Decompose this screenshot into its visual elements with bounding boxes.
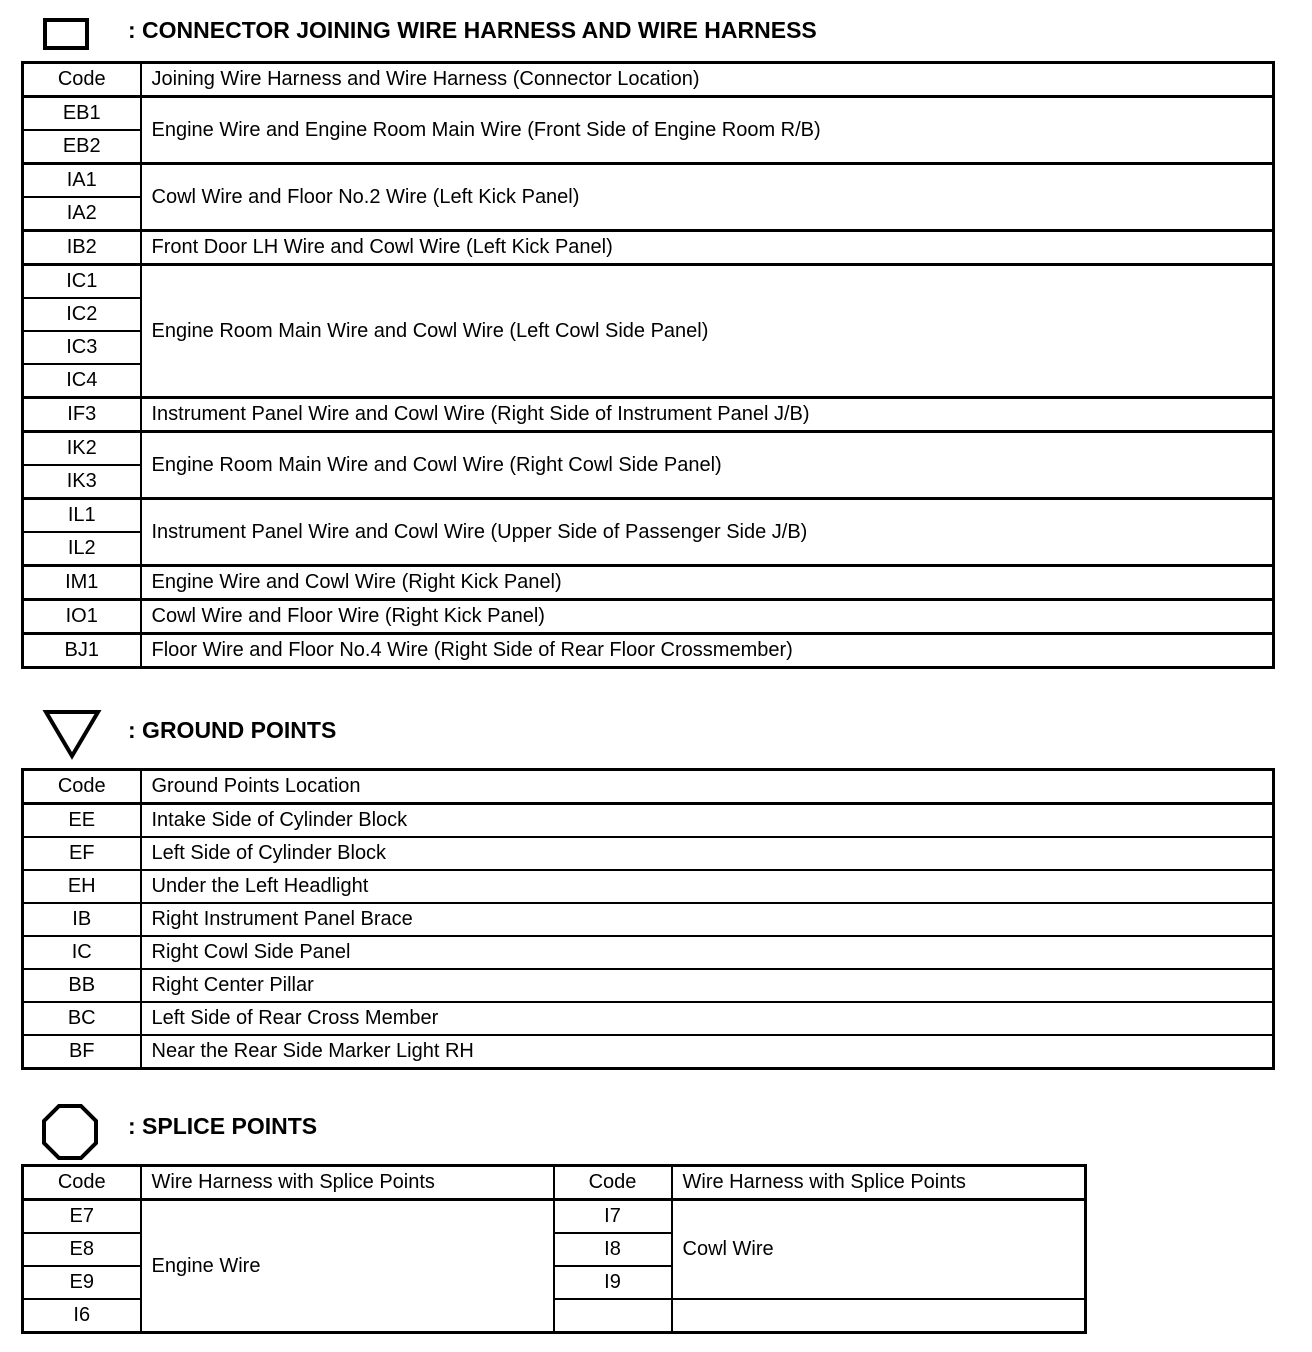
table-row	[23, 97, 1274, 131]
table-row	[23, 1200, 1086, 1234]
table-row	[23, 231, 1274, 265]
grounds-heading: : GROUND POINTS	[128, 717, 337, 743]
ground-code: IC	[23, 936, 141, 969]
splice-octagon-icon	[38, 1100, 102, 1164]
connector-location: Floor Wire and Floor No.4 Wire (Right Side of Rear Floor Crossmember)	[141, 634, 1274, 668]
table-row	[23, 1002, 1274, 1035]
table-row	[23, 566, 1274, 600]
connector-code: IL2	[23, 532, 141, 566]
ground-location: Under the Left Headlight	[141, 870, 1274, 903]
ground-triangle-icon	[40, 706, 104, 762]
table-row	[23, 804, 1274, 838]
connector-code: IA1	[23, 164, 141, 198]
splice-code-empty	[554, 1299, 672, 1333]
ground-code: BF	[23, 1035, 141, 1069]
ground-code: EF	[23, 837, 141, 870]
ground-code: IB	[23, 903, 141, 936]
connector-location: Front Door LH Wire and Cowl Wire (Left Kick Panel)	[141, 231, 1274, 265]
table-row	[23, 634, 1274, 668]
splice-code: I8	[554, 1233, 672, 1266]
connector-location: Engine Room Main Wire and Cowl Wire (Right Cowl Side Panel)	[141, 432, 1274, 499]
harness-header: Wire Harness with Splice Points	[141, 1166, 554, 1200]
code-header: Code	[23, 1166, 141, 1200]
splice-harness-empty	[672, 1299, 1086, 1333]
ground-location: Near the Rear Side Marker Light RH	[141, 1035, 1274, 1069]
connector-code: IK3	[23, 465, 141, 499]
connector-code: IA2	[23, 197, 141, 231]
connector-location: Cowl Wire and Floor No.2 Wire (Left Kick Panel)	[141, 164, 1274, 231]
table-row	[23, 265, 1274, 299]
ground-code: EH	[23, 870, 141, 903]
connector-code: IC1	[23, 265, 141, 299]
ground-location: Intake Side of Cylinder Block	[141, 804, 1274, 838]
location-header: Joining Wire Harness and Wire Harness (Connector Location)	[141, 63, 1274, 97]
ground-location: Right Cowl Side Panel	[141, 936, 1274, 969]
table-row	[23, 870, 1274, 903]
table-row	[23, 398, 1274, 432]
splice-code: E9	[23, 1266, 141, 1299]
table-header-row	[23, 770, 1274, 804]
splice-harness-cowl: Cowl Wire	[672, 1200, 1086, 1300]
connector-code: BJ1	[23, 634, 141, 668]
table-row	[23, 499, 1274, 533]
connector-code: EB1	[23, 97, 141, 131]
connector-location: Engine Room Main Wire and Cowl Wire (Left Cowl Side Panel)	[141, 265, 1274, 398]
location-header: Ground Points Location	[141, 770, 1274, 804]
ground-code: EE	[23, 804, 141, 838]
table-row	[23, 164, 1274, 198]
connector-code: IL1	[23, 499, 141, 533]
connector-location: Instrument Panel Wire and Cowl Wire (Upper Side of Passenger Side J/B)	[141, 499, 1274, 566]
connector-code: IO1	[23, 600, 141, 634]
ground-location: Left Side of Rear Cross Member	[141, 1002, 1274, 1035]
connector-location: Engine Wire and Engine Room Main Wire (Front Side of Engine Room R/B)	[141, 97, 1274, 164]
table-row	[23, 969, 1274, 1002]
splice-code: I6	[23, 1299, 141, 1333]
connectors-table	[21, 61, 1275, 669]
connector-location: Instrument Panel Wire and Cowl Wire (Right Side of Instrument Panel J/B)	[141, 398, 1274, 432]
connectors-heading: : CONNECTOR JOINING WIRE HARNESS AND WIRE HARNESS	[128, 17, 817, 43]
table-row	[23, 600, 1274, 634]
table-header-row	[23, 1166, 1086, 1200]
ground-location: Left Side of Cylinder Block	[141, 837, 1274, 870]
splice-harness-engine: Engine Wire	[141, 1200, 554, 1333]
table-row	[23, 936, 1274, 969]
grounds-table	[21, 768, 1275, 1070]
connector-location: Cowl Wire and Floor Wire (Right Kick Panel)	[141, 600, 1274, 634]
ground-code: BC	[23, 1002, 141, 1035]
splices-table	[21, 1164, 1087, 1334]
ground-code: BB	[23, 969, 141, 1002]
connector-square-icon	[40, 15, 92, 55]
connector-location: Engine Wire and Cowl Wire (Right Kick Panel)	[141, 566, 1274, 600]
connector-code: EB2	[23, 130, 141, 164]
table-row	[23, 903, 1274, 936]
splice-code: I9	[554, 1266, 672, 1299]
table-row	[23, 432, 1274, 466]
code-header: Code	[23, 63, 141, 97]
connector-code: IB2	[23, 231, 141, 265]
connector-code: IK2	[23, 432, 141, 466]
code-header: Code	[554, 1166, 672, 1200]
splice-code: E8	[23, 1233, 141, 1266]
table-row	[23, 1035, 1274, 1069]
table-row	[23, 837, 1274, 870]
connector-code: IM1	[23, 566, 141, 600]
connector-code: IF3	[23, 398, 141, 432]
splice-code: E7	[23, 1200, 141, 1234]
harness-header: Wire Harness with Splice Points	[672, 1166, 1086, 1200]
connector-code: IC3	[23, 331, 141, 364]
splice-code: I7	[554, 1200, 672, 1234]
connector-code: IC4	[23, 364, 141, 398]
table-header-row	[23, 63, 1274, 97]
ground-location: Right Instrument Panel Brace	[141, 903, 1274, 936]
splices-heading: : SPLICE POINTS	[128, 1113, 318, 1139]
connector-code: IC2	[23, 298, 141, 331]
ground-location: Right Center Pillar	[141, 969, 1274, 1002]
code-header: Code	[23, 770, 141, 804]
